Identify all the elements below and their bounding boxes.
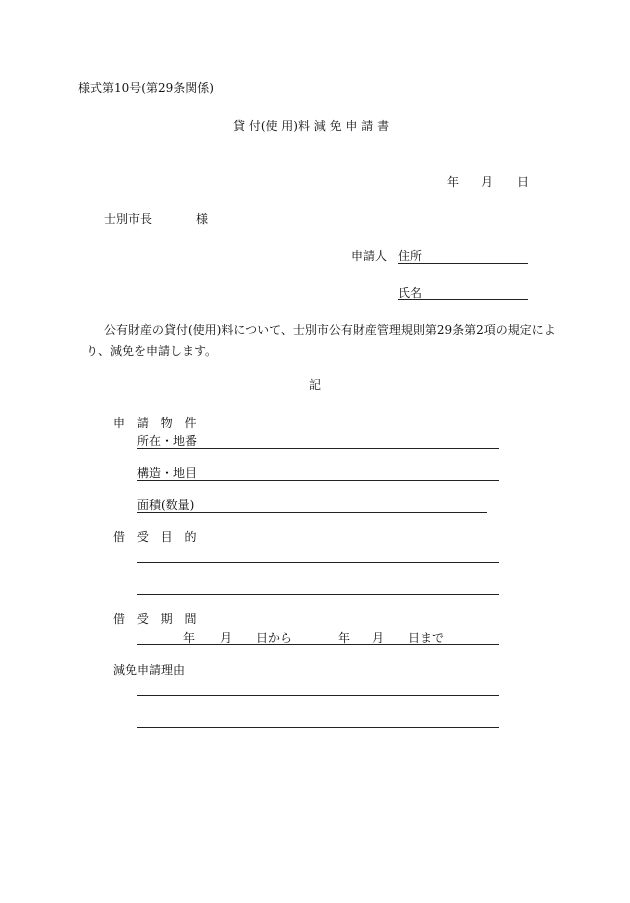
ki-mark: 記 <box>309 378 322 392</box>
property-area-label: 面積(数量) <box>137 498 195 512</box>
period-year-to: 年 <box>338 631 351 645</box>
applicant-label: 申請人 <box>351 249 388 263</box>
period-heading: 借 受 期 間 <box>113 612 201 626</box>
purpose-line-2[interactable] <box>137 594 499 595</box>
applicant-name-label: 氏名 <box>398 286 423 300</box>
purpose-line-1[interactable] <box>137 562 499 563</box>
form-number: 様式第10号(第29条関係) <box>78 81 214 95</box>
date-month: 月 <box>481 175 494 189</box>
applicant-address-line[interactable] <box>398 263 528 264</box>
period-from-label: 日から <box>256 631 293 645</box>
reason-line-2[interactable] <box>137 727 499 728</box>
date-day: 日 <box>517 175 530 189</box>
reason-line-1[interactable] <box>137 695 499 696</box>
body-text-line1: 公有財産の貸付(使用)料について、士別市公有財産管理規則第29条第2項の規定によ <box>104 323 556 337</box>
period-line[interactable] <box>137 644 499 645</box>
property-structure-label: 構造・地目 <box>137 466 198 480</box>
reason-heading: 減免申請理由 <box>113 663 186 677</box>
applicant-name-line[interactable] <box>398 299 528 300</box>
purpose-heading: 借 受 目 的 <box>113 530 201 544</box>
period-month-from: 月 <box>220 631 233 645</box>
property-area-line[interactable] <box>137 512 487 513</box>
property-heading: 申 請 物 件 <box>113 416 201 430</box>
addressee-honorific: 様 <box>196 212 209 226</box>
property-location-label: 所在・地番 <box>137 434 198 448</box>
property-location-line[interactable] <box>137 448 499 449</box>
body-text-line2: り、減免を申請します。 <box>86 344 218 358</box>
date-year: 年 <box>447 175 460 189</box>
period-until-label: 日まで <box>408 631 445 645</box>
period-month-to: 月 <box>372 631 385 645</box>
period-year-from: 年 <box>183 631 196 645</box>
form-title: 貸 付(使 用)料 減 免 申 請 書 <box>233 119 390 133</box>
property-structure-line[interactable] <box>137 480 499 481</box>
addressee-name: 士別市長 <box>104 212 153 226</box>
applicant-address-label: 住所 <box>398 249 423 263</box>
